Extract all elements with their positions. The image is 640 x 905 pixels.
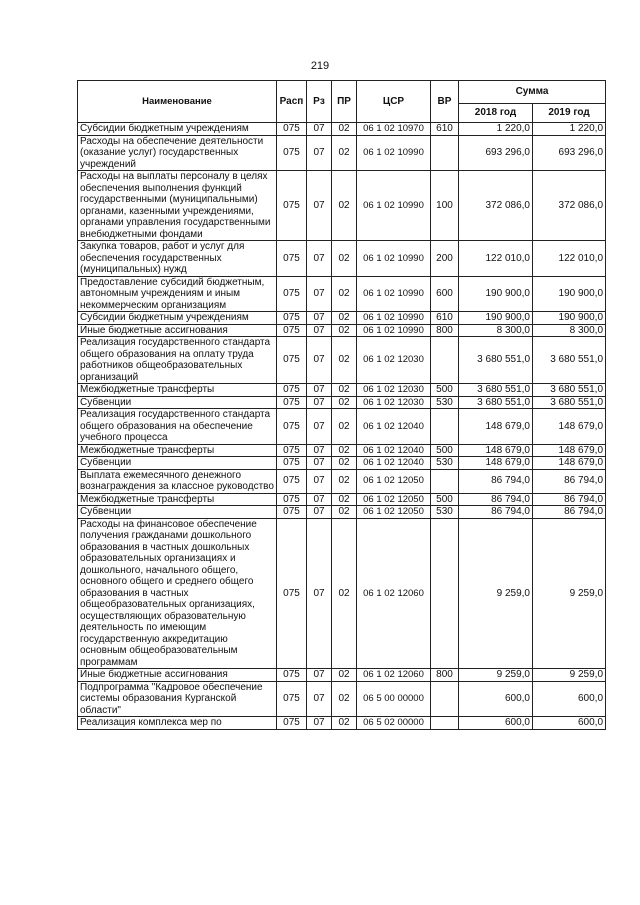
table-row	[78, 493, 606, 506]
header-name: Наименование	[78, 81, 277, 123]
cell-2019: 8 300,0	[533, 324, 606, 337]
cell-rz: 07	[307, 444, 332, 457]
cell-csr: 06 1 02 10990	[357, 276, 431, 312]
cell-rz: 07	[307, 681, 332, 717]
cell-csr: 06 1 02 12050	[357, 469, 431, 493]
cell-pr: 02	[332, 337, 357, 384]
table-row	[78, 171, 606, 241]
cell-rz: 07	[307, 409, 332, 445]
cell-name: Субсидии бюджетным учреждениям	[78, 123, 277, 136]
cell-name: Реализация комплекса мер по	[78, 717, 277, 730]
cell-rz: 07	[307, 171, 332, 241]
cell-2018: 9 259,0	[459, 669, 533, 682]
table-row	[78, 506, 606, 519]
table-row	[78, 135, 606, 171]
cell-2019: 1 220,0	[533, 123, 606, 136]
cell-2018: 600,0	[459, 681, 533, 717]
cell-2019: 9 259,0	[533, 518, 606, 669]
cell-2018: 190 900,0	[459, 312, 533, 325]
cell-rz: 07	[307, 276, 332, 312]
cell-name: Субвенции	[78, 457, 277, 470]
cell-pr: 02	[332, 457, 357, 470]
cell-name: Реализация государственного стандарта общего образования на обеспечение учебного процесса	[78, 409, 277, 445]
table-row	[78, 444, 606, 457]
cell-2019: 600,0	[533, 681, 606, 717]
cell-rasp: 075	[277, 457, 307, 470]
cell-name: Реализация государственного стандарта общего образования на оплату труда работников общеобразовательных организаций	[78, 337, 277, 384]
cell-rasp: 075	[277, 469, 307, 493]
cell-pr: 02	[332, 506, 357, 519]
cell-2018: 3 680 551,0	[459, 396, 533, 409]
cell-2018: 693 296,0	[459, 135, 533, 171]
table-row	[78, 241, 606, 277]
cell-csr: 06 1 02 10990	[357, 312, 431, 325]
cell-csr: 06 1 02 12030	[357, 384, 431, 397]
cell-csr: 06 1 02 12050	[357, 493, 431, 506]
cell-vr	[431, 518, 459, 669]
cell-csr: 06 1 02 12050	[357, 506, 431, 519]
cell-name: Субсидии бюджетным учреждениям	[78, 312, 277, 325]
cell-rasp: 075	[277, 123, 307, 136]
cell-2019: 600,0	[533, 717, 606, 730]
cell-csr: 06 1 02 12030	[357, 337, 431, 384]
cell-rasp: 075	[277, 276, 307, 312]
table-row	[78, 409, 606, 445]
table-row	[78, 457, 606, 470]
cell-vr	[431, 681, 459, 717]
table-body	[78, 123, 606, 730]
cell-vr: 500	[431, 444, 459, 457]
cell-vr: 610	[431, 312, 459, 325]
cell-vr: 530	[431, 396, 459, 409]
table-row	[78, 396, 606, 409]
cell-2018: 86 794,0	[459, 506, 533, 519]
header-csr: ЦСР	[357, 81, 431, 123]
cell-2019: 3 680 551,0	[533, 384, 606, 397]
cell-vr	[431, 409, 459, 445]
table-row	[78, 384, 606, 397]
cell-name: Межбюджетные трансферты	[78, 493, 277, 506]
cell-2019: 122 010,0	[533, 241, 606, 277]
cell-2019: 190 900,0	[533, 312, 606, 325]
cell-vr	[431, 337, 459, 384]
cell-rz: 07	[307, 337, 332, 384]
cell-2019: 86 794,0	[533, 493, 606, 506]
cell-rz: 07	[307, 717, 332, 730]
cell-rz: 07	[307, 669, 332, 682]
cell-rz: 07	[307, 396, 332, 409]
cell-pr: 02	[332, 681, 357, 717]
cell-name: Субвенции	[78, 506, 277, 519]
cell-vr: 600	[431, 276, 459, 312]
cell-name: Подпрограмма "Кадровое обеспечение системы образования Курганской области"	[78, 681, 277, 717]
cell-vr: 800	[431, 324, 459, 337]
cell-rasp: 075	[277, 312, 307, 325]
cell-name: Расходы на финансовое обеспечение получения гражданами дошкольного образования в частных дошкольных образовательных организациях и дошкольного, начального общего, основного общего и среднего общего образования в частных общеобразовательных организациях, осуществляющих образовательную деятельность по имеющим государственную аккредитацию основным общеобразовательным программам	[78, 518, 277, 669]
header-sum: Сумма	[459, 81, 606, 104]
cell-vr: 200	[431, 241, 459, 277]
cell-2018: 148 679,0	[459, 409, 533, 445]
cell-rasp: 075	[277, 337, 307, 384]
cell-vr: 530	[431, 457, 459, 470]
cell-pr: 02	[332, 518, 357, 669]
cell-2019: 148 679,0	[533, 457, 606, 470]
cell-pr: 02	[332, 312, 357, 325]
cell-2018: 3 680 551,0	[459, 384, 533, 397]
cell-pr: 02	[332, 241, 357, 277]
cell-rz: 07	[307, 123, 332, 136]
budget-table	[77, 80, 606, 730]
cell-pr: 02	[332, 396, 357, 409]
cell-vr: 500	[431, 493, 459, 506]
cell-rz: 07	[307, 241, 332, 277]
cell-pr: 02	[332, 444, 357, 457]
cell-csr: 06 5 00 00000	[357, 681, 431, 717]
cell-vr: 610	[431, 123, 459, 136]
cell-rasp: 075	[277, 241, 307, 277]
table-row	[78, 681, 606, 717]
cell-rz: 07	[307, 493, 332, 506]
cell-rz: 07	[307, 457, 332, 470]
cell-rasp: 075	[277, 518, 307, 669]
cell-rz: 07	[307, 518, 332, 669]
table-row	[78, 324, 606, 337]
cell-name: Субвенции	[78, 396, 277, 409]
cell-pr: 02	[332, 469, 357, 493]
cell-pr: 02	[332, 384, 357, 397]
cell-2019: 3 680 551,0	[533, 337, 606, 384]
cell-2018: 372 086,0	[459, 171, 533, 241]
cell-2018: 148 679,0	[459, 444, 533, 457]
cell-pr: 02	[332, 324, 357, 337]
cell-2018: 148 679,0	[459, 457, 533, 470]
cell-name: Межбюджетные трансферты	[78, 384, 277, 397]
cell-rasp: 075	[277, 324, 307, 337]
cell-pr: 02	[332, 171, 357, 241]
cell-csr: 06 1 02 12060	[357, 669, 431, 682]
header-pr: ПР	[332, 81, 357, 123]
cell-rasp: 075	[277, 409, 307, 445]
table-row	[78, 669, 606, 682]
cell-2019: 3 680 551,0	[533, 396, 606, 409]
cell-rasp: 075	[277, 384, 307, 397]
cell-csr: 06 1 02 10970	[357, 123, 431, 136]
cell-rasp: 075	[277, 717, 307, 730]
header-rasp: Расп	[277, 81, 307, 123]
table-row	[78, 276, 606, 312]
cell-name: Межбюджетные трансферты	[78, 444, 277, 457]
cell-2018: 86 794,0	[459, 469, 533, 493]
cell-2019: 86 794,0	[533, 469, 606, 493]
page-number: 219	[310, 60, 330, 72]
cell-2018: 600,0	[459, 717, 533, 730]
cell-rasp: 075	[277, 444, 307, 457]
cell-rasp: 075	[277, 171, 307, 241]
cell-pr: 02	[332, 717, 357, 730]
cell-name: Закупка товаров, работ и услуг для обеспечения государственных (муниципальных) нужд	[78, 241, 277, 277]
cell-2018: 1 220,0	[459, 123, 533, 136]
cell-csr: 06 1 02 12060	[357, 518, 431, 669]
cell-rz: 07	[307, 384, 332, 397]
cell-rasp: 075	[277, 135, 307, 171]
cell-name: Иные бюджетные ассигнования	[78, 669, 277, 682]
header-vr: ВР	[431, 81, 459, 123]
cell-pr: 02	[332, 123, 357, 136]
cell-2018: 122 010,0	[459, 241, 533, 277]
cell-csr: 06 1 02 12030	[357, 396, 431, 409]
cell-rz: 07	[307, 324, 332, 337]
cell-csr: 06 5 02 00000	[357, 717, 431, 730]
cell-csr: 06 1 02 12040	[357, 457, 431, 470]
table-row	[78, 717, 606, 730]
cell-vr: 500	[431, 384, 459, 397]
cell-pr: 02	[332, 409, 357, 445]
cell-name: Расходы на выплаты персоналу в целях обеспечения выполнения функций государственными (муниципальными) органами, казенными учреждениями, органами управления государственными внебюджетными фондами	[78, 171, 277, 241]
cell-vr	[431, 469, 459, 493]
cell-pr: 02	[332, 276, 357, 312]
cell-csr: 06 1 02 10990	[357, 324, 431, 337]
cell-name: Иные бюджетные ассигнования	[78, 324, 277, 337]
cell-rasp: 075	[277, 506, 307, 519]
cell-csr: 06 1 02 12040	[357, 409, 431, 445]
cell-2019: 372 086,0	[533, 171, 606, 241]
cell-rasp: 075	[277, 493, 307, 506]
cell-vr	[431, 717, 459, 730]
cell-2018: 9 259,0	[459, 518, 533, 669]
header-rz: Рз	[307, 81, 332, 123]
cell-csr: 06 1 02 10990	[357, 135, 431, 171]
cell-2018: 3 680 551,0	[459, 337, 533, 384]
cell-rz: 07	[307, 312, 332, 325]
cell-pr: 02	[332, 493, 357, 506]
cell-rz: 07	[307, 135, 332, 171]
table-row	[78, 123, 606, 136]
cell-vr	[431, 135, 459, 171]
cell-rasp: 075	[277, 681, 307, 717]
cell-csr: 06 1 02 12040	[357, 444, 431, 457]
cell-vr: 800	[431, 669, 459, 682]
table-header-row	[78, 81, 606, 104]
cell-2019: 86 794,0	[533, 506, 606, 519]
cell-name: Расходы на обеспечение деятельности (оказание услуг) государственных учреждений	[78, 135, 277, 171]
cell-2018: 86 794,0	[459, 493, 533, 506]
cell-2019: 9 259,0	[533, 669, 606, 682]
cell-rz: 07	[307, 506, 332, 519]
cell-vr: 100	[431, 171, 459, 241]
cell-rz: 07	[307, 469, 332, 493]
cell-rasp: 075	[277, 396, 307, 409]
cell-2018: 190 900,0	[459, 276, 533, 312]
cell-2019: 190 900,0	[533, 276, 606, 312]
cell-vr: 530	[431, 506, 459, 519]
header-2019: 2019 год	[533, 104, 606, 123]
table-row	[78, 518, 606, 669]
cell-2018: 8 300,0	[459, 324, 533, 337]
cell-2019: 693 296,0	[533, 135, 606, 171]
cell-pr: 02	[332, 669, 357, 682]
cell-2019: 148 679,0	[533, 444, 606, 457]
cell-pr: 02	[332, 135, 357, 171]
table-row	[78, 337, 606, 384]
cell-2019: 148 679,0	[533, 409, 606, 445]
cell-csr: 06 1 02 10990	[357, 171, 431, 241]
cell-rasp: 075	[277, 669, 307, 682]
cell-csr: 06 1 02 10990	[357, 241, 431, 277]
cell-name: Выплата ежемесячного денежного вознаграждения за классное руководство	[78, 469, 277, 493]
header-2018: 2018 год	[459, 104, 533, 123]
table-row	[78, 312, 606, 325]
cell-name: Предоставление субсидий бюджетным, автономным учреждениям и иным некоммерческим организациям	[78, 276, 277, 312]
table-row	[78, 469, 606, 493]
